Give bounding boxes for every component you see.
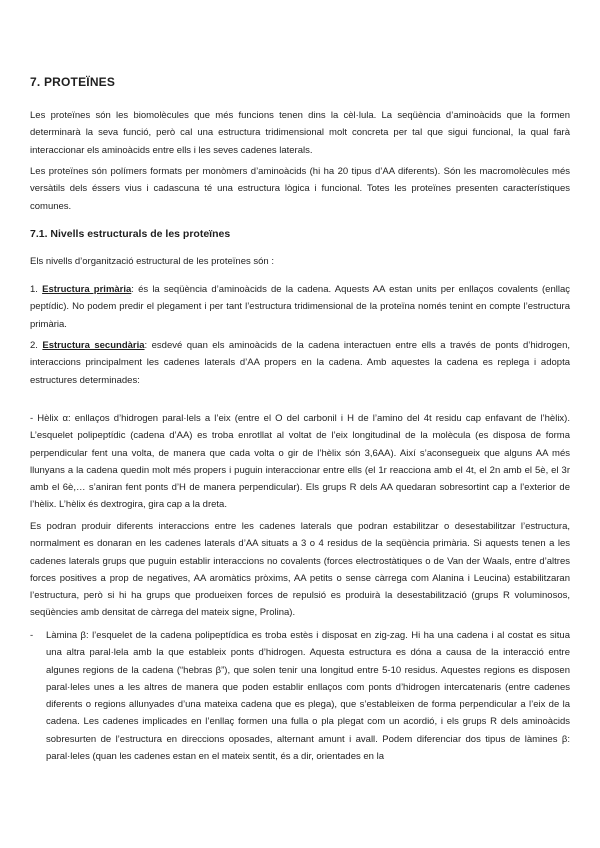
secondary-structure-paragraph <box>30 337 570 389</box>
page-title: 7. PROTEÏNES <box>30 75 116 89</box>
primary-structure-paragraph <box>30 281 570 333</box>
lamina-paragraph: Làmina β: l’esquelet de la cadena polipeptídica es troba estès i disposat en zig-zag. Hi ha una cadena i al costat es situa una altra paral·lela amb la que estableix ponts d’hidrogen. Aquesta estructura es dóna a causa de la interacció entre algunes regions de la cadena (“hebras β”), que solen tenir una longitud entre 5-10 residus. Aquestes regions es disposen paral·leles unes a les altres de manera que poden establir enllaços com ponts d’hidrogen intercatenaris (entre cadenes diferents o regions allunyades d’una mateixa cadena que es plega), que s’estableixen de forma perpendicular a l’eix de la cadena. Les cadenes implicades en l’enllaç formen una fulla o pla plegat com un acordió, i els grups R dels aminoàcids sobresurten de l’estructura en direccions oposades, alternant amunt i avall. Podem diferenciar dos tipus de làmines β: paral·leles (quan les cadenes estan en el mateix sentit, és a dir, orientades en la <box>46 630 570 763</box>
secondary-label: 2. <box>30 340 43 351</box>
intro-paragraph-1: Les proteïnes són les biomolècules que més funcions tenen dins la cèl·lula. La seqüència d’aminoàcids que la formen determinarà la seva funció, però cal una estructura tridimensional molt concreta per tal que sigui funcional, la qual farà interaccionar els aminoàcids entre ells i les seves cadenes laterals. <box>30 110 570 156</box>
levels-intro: Els nivells d’organització estructural de les proteïnes són : <box>30 256 274 267</box>
secondary-text: : esdevé quan els aminoàcids de la cadena interactuen entre ells a través de ponts d’hidrogen, interaccions principalment les cadenes laterals d’AA propers en la cadena. Amb aquestes la cadena es replega i adopta estructures determinades: <box>30 340 571 386</box>
intro-paragraph-2: Les proteïnes són polímers formats per monòmers d’aminoàcids (hi ha 20 tipus d’AA diferents). Són les macromolècules més versàtils dels éssers vius i cadascuna té una estructura lògica i funcional. Totes les proteïnes presenten característiques comunes. <box>30 166 570 212</box>
helix-paragraph: - Hèlix α: enllaços d’hidrogen paral·lels a l’eix (entre el O del carbonil i H de l’amino del 4t residu cap enfavant de l’hèlix). L’esquelet polipeptídic (cadena d’AA) es troba enrotllat al voltat de l’eix longitudinal de la molècula (es disposa de forma perpendicular fent una volta, de manera que cada volta o gir de l’hèlix són 3,6AA). Així s’aconsegueix que alguns AA més llunyans a la cadena quedin molt més propers i puguin interaccionar entre ells (el 1r reacciona amb el 4t, el 2n amb el 5è, el 3r amb el 6è,… s’aniran fent ponts d’H de manera perpendicular). Els grups R dels AA quedaran sobresortint cap a l’exterior de l’hèlix. L’hèlix és dextrogira, gira cap a la dreta. <box>30 413 570 511</box>
interactions-paragraph: Es podran produir diferents interaccions entre les cadenes laterals que podran estabilitzar o desestabilitzar l’estructura, normalment es donaran en les cadenes laterals d’AA situats a 3 o 4 residus de la seqüència primària. Si aquests tenen a les cadenes laterals grups que puguin establir interaccions no covalents (forces electrostàtiques o de Van der Waals, entre d’altres forces positives a prop de negatives, AA aromàtics pròxims, AA petits o sense càrrega com Alanina i Leucina) estabilitzaran l’estructura, però si hi ha grups que produeixen forces de repulsió es produirà la desestabilització (grups R voluminosos, seqüències amb densitat de càrrega del mateix signe, Prolina). <box>30 521 570 619</box>
primary-term: Estructura primària <box>42 284 132 295</box>
section-title: 7.1. Nivells estructurals de les proteïnes <box>30 228 231 240</box>
secondary-term: Estructura secundària <box>42 340 145 351</box>
primary-text: : és la seqüència d’aminoàcids de la cadena. Aquests AA estan units per enllaços covalents (enllaç peptídic). No podem predir el plegament i per tant l’estructura tridimensional de la proteïna només tenint en compte l’estructura primària. <box>30 284 570 330</box>
primary-label: 1. <box>30 284 43 295</box>
lamina-list-marker: - <box>30 630 34 641</box>
